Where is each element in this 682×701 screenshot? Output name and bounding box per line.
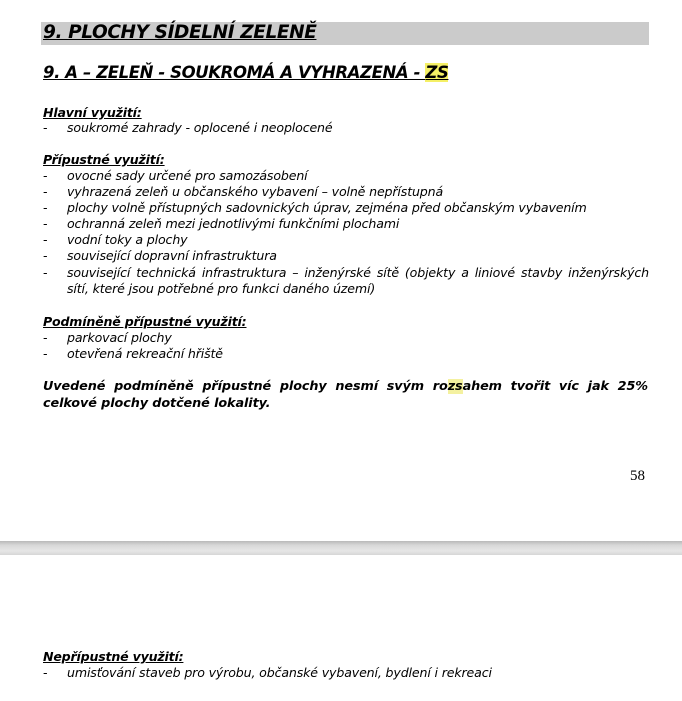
bullet-dash: - bbox=[43, 168, 48, 183]
chapter-heading: 9. PLOCHY SÍDELNÍ ZELENĚ bbox=[43, 22, 317, 43]
zone-code-highlight: ZS bbox=[425, 63, 449, 82]
bullet-dash: - bbox=[43, 200, 48, 215]
page-number: 58 bbox=[630, 468, 645, 484]
bullet-dash: - bbox=[43, 216, 48, 231]
permitted-use-label: Přípustné využití: bbox=[43, 152, 165, 167]
subheading-text: 9. A – ZELEŇ - SOUKROMÁ A VYHRAZENÁ - bbox=[43, 63, 426, 82]
forbidden-use-label: Nepřípustné využití: bbox=[43, 649, 184, 664]
bullet-dash: - bbox=[43, 232, 48, 247]
bullet-dash: - bbox=[43, 330, 48, 345]
conditional-use-label: Podmíněně přípustné využití: bbox=[43, 314, 247, 329]
page-separator bbox=[0, 541, 682, 555]
bullet-dash: - bbox=[43, 248, 48, 263]
bullet-dash: - bbox=[43, 120, 48, 135]
bullet-dash: - bbox=[43, 665, 48, 680]
main-use-label: Hlavní využití: bbox=[43, 105, 142, 120]
bullet-dash: - bbox=[43, 265, 48, 280]
bullet-dash: - bbox=[43, 346, 48, 361]
section-subheading bbox=[43, 62, 448, 84]
text-highlight: zs bbox=[447, 379, 463, 394]
document-page-next: Nepřípustné využití: - umisťování staveb pro výrobu, občanské vybavení, bydlení i rekreaci bbox=[0, 555, 682, 701]
document-page-58: 9. PLOCHY SÍDELNÍ ZELENĚ 9. A – ZELEŇ - SOUKROMÁ A VYHRAZENÁ - ZS Hlavní využití: - soukromé zahrady - oplocené i neoplocené Přípustné využití: - ovocné sady určené pro samozásobení - vyhrazená zeleň u občanského vybavení – volně nepřístupná - plochy volně přístupných sadovnických úprav, zejména před občanským vybavením - ochranná zeleň mezi jednotlivými funkčními plochami - vodní toky a plochy - související dopravní infrastruktura - související technická infrastruktura – inženýrské sítě (objekty a liniové stavby inženýrských sítí, které jsou potřebné pro funkci daného území) Podmíněně přípustné využití: - parkovací plochy - otevřená rekreační hřiště Uvedené podmíněně přípustné plochy nesmí svým rozsahem tvořit víc jak 25% celkové plochy dotčené lokality. 58 bbox=[0, 0, 682, 541]
bullet-dash: - bbox=[43, 184, 48, 199]
conditional-use-note: Uvedené podmíněně přípustné plochy nesmí svým rozsahem tvořit víc jak 25% celkové plochy dotčené lokality. bbox=[43, 379, 648, 411]
